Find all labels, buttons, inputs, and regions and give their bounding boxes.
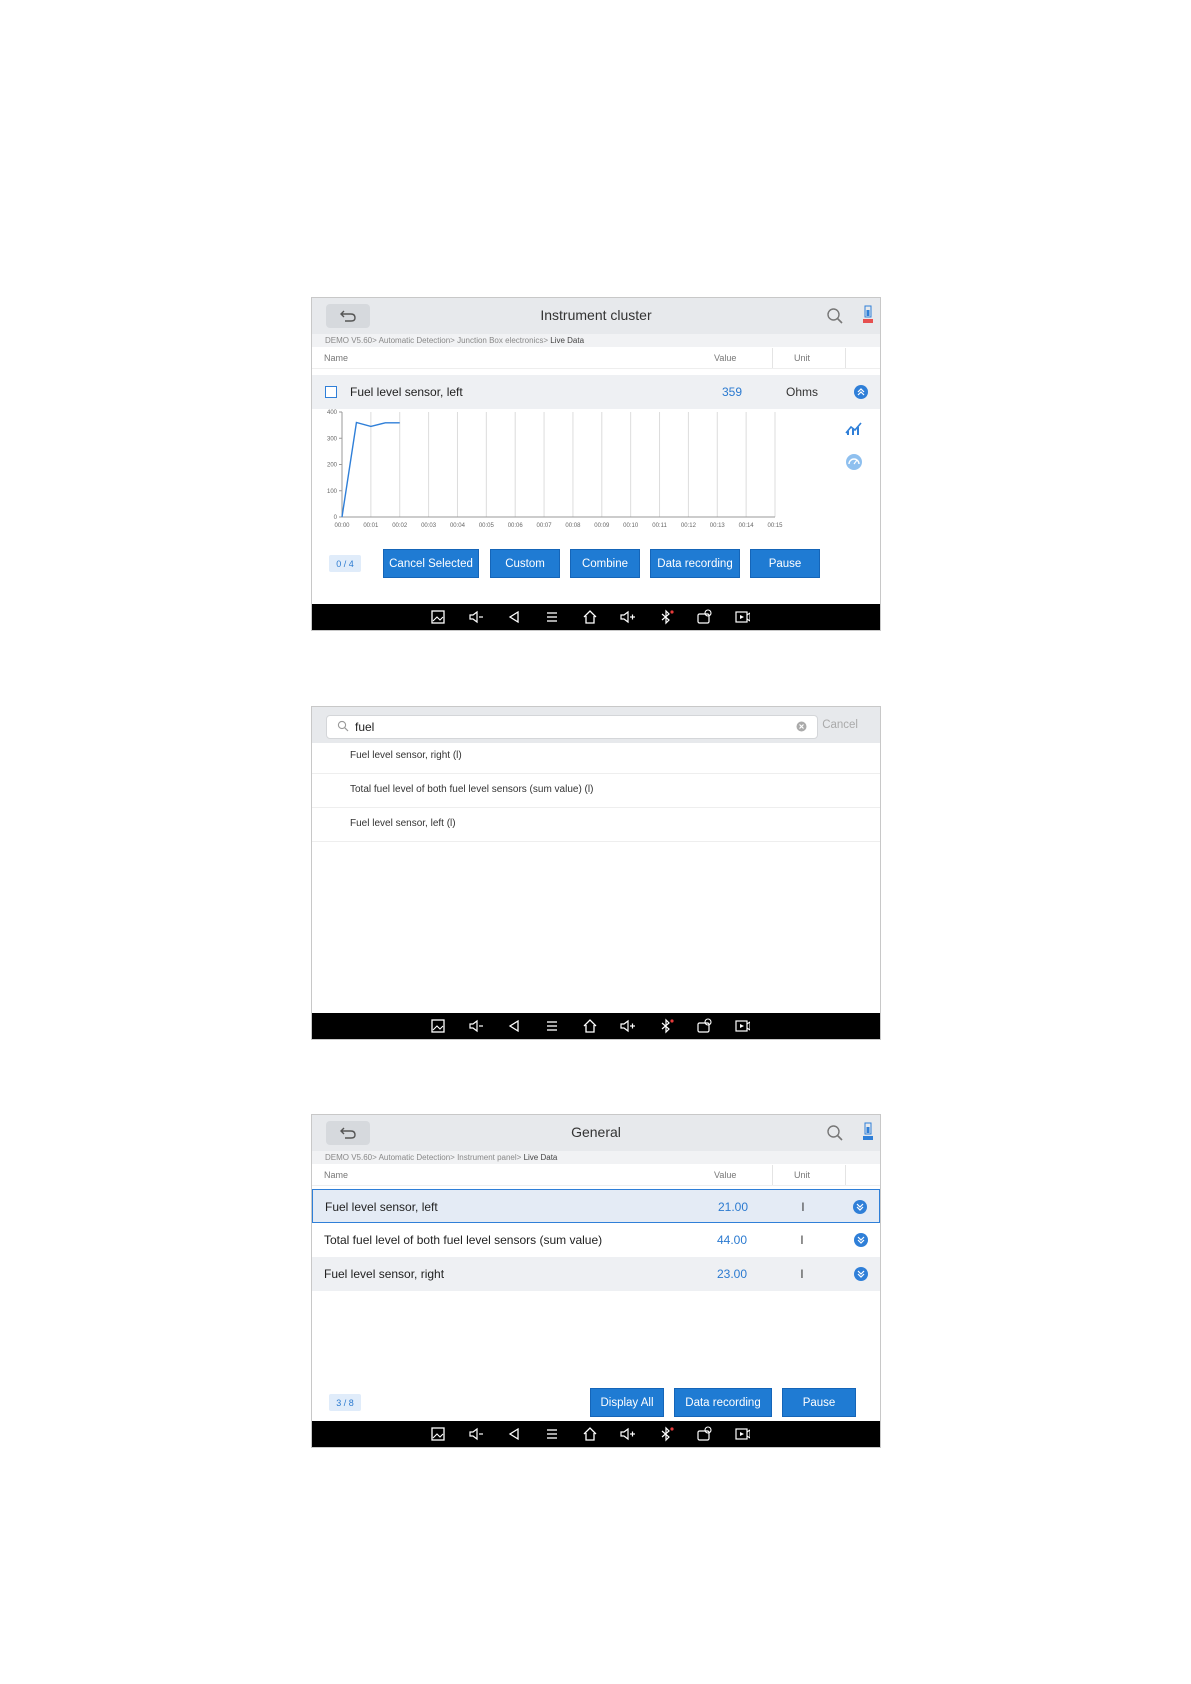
page-title: Instrument cluster bbox=[540, 307, 652, 323]
chevron-down-icon bbox=[856, 1235, 866, 1245]
screenshot-icon[interactable] bbox=[430, 1018, 446, 1034]
back-triangle-icon[interactable] bbox=[506, 1426, 522, 1442]
clear-icon[interactable] bbox=[796, 721, 807, 732]
search-icon[interactable] bbox=[826, 1124, 844, 1142]
column-divider bbox=[845, 348, 846, 368]
header-name: Name bbox=[324, 1170, 349, 1180]
pause-button[interactable]: Pause bbox=[782, 1388, 856, 1417]
column-divider bbox=[772, 348, 773, 368]
search-result-item[interactable] bbox=[312, 773, 880, 808]
row-unit: Ohms bbox=[785, 385, 818, 399]
x-tick-label: 00:03 bbox=[421, 523, 437, 529]
row-value: 44.00 bbox=[716, 1233, 748, 1247]
volume-down-icon[interactable] bbox=[468, 1426, 484, 1442]
y-tick-label: 100 bbox=[326, 488, 337, 495]
system-nav-bar bbox=[312, 1013, 880, 1039]
bluetooth-icon[interactable] bbox=[658, 1018, 674, 1034]
vci-icon[interactable] bbox=[696, 609, 712, 625]
home-icon[interactable] bbox=[582, 609, 598, 625]
search-screen bbox=[311, 706, 881, 1040]
live-data-list-screen bbox=[311, 1114, 881, 1448]
screenshot-icon[interactable] bbox=[430, 609, 446, 625]
chevron-down-icon bbox=[855, 1202, 865, 1212]
x-tick-label: 00:09 bbox=[594, 523, 610, 529]
header-unit: Unit bbox=[794, 1170, 811, 1180]
result-label: Fuel level sensor, right (l) bbox=[350, 750, 462, 761]
partial-row bbox=[324, 541, 844, 547]
header-value: Value bbox=[714, 1170, 737, 1180]
combine-button[interactable]: Combine bbox=[570, 549, 640, 578]
bluetooth-icon[interactable] bbox=[658, 609, 674, 625]
title-bar bbox=[312, 298, 880, 334]
battery-icon bbox=[862, 1122, 874, 1142]
row-name: Fuel level sensor, left bbox=[350, 385, 463, 399]
selection-counter: 0 / 4 bbox=[329, 555, 361, 572]
custom-button[interactable]: Custom bbox=[490, 549, 560, 578]
x-tick-label: 00:00 bbox=[334, 523, 350, 529]
x-tick-label: 00:14 bbox=[738, 523, 754, 529]
volume-down-icon[interactable] bbox=[468, 1018, 484, 1034]
x-tick-label: 00:08 bbox=[565, 523, 581, 529]
x-tick-label: 00:04 bbox=[449, 523, 465, 529]
volume-up-icon[interactable] bbox=[620, 1426, 636, 1442]
row-name: Fuel level sensor, right bbox=[324, 1267, 445, 1281]
expand-button[interactable] bbox=[854, 1233, 868, 1247]
display-all-button[interactable]: Display All bbox=[590, 1388, 664, 1417]
chevron-up-icon bbox=[856, 387, 866, 397]
column-header bbox=[312, 1165, 880, 1186]
x-tick-label: 00:06 bbox=[507, 523, 523, 529]
search-input[interactable] bbox=[326, 715, 818, 739]
y-tick-label: 400 bbox=[326, 410, 337, 416]
x-tick-label: 00:05 bbox=[478, 523, 494, 529]
screen-record-icon[interactable] bbox=[734, 609, 750, 625]
system-nav-bar bbox=[312, 604, 880, 630]
data-recording-button[interactable]: Data recording bbox=[674, 1388, 772, 1417]
search-result-item[interactable] bbox=[312, 807, 880, 842]
data-recording-button[interactable]: Data recording bbox=[650, 549, 740, 578]
search-result-item[interactable] bbox=[312, 739, 880, 774]
table-row[interactable] bbox=[312, 1257, 880, 1291]
row-value: 23.00 bbox=[716, 1267, 748, 1281]
result-label: Fuel level sensor, left (l) bbox=[350, 818, 456, 829]
row-checkbox[interactable] bbox=[325, 386, 337, 398]
header-unit: Unit bbox=[794, 353, 811, 363]
table-row[interactable] bbox=[312, 1189, 880, 1223]
x-tick-label: 00:11 bbox=[652, 523, 667, 529]
row-name: Total fuel level of both fuel level sensors (sum value) bbox=[324, 1233, 603, 1247]
row-value: 21.00 bbox=[717, 1200, 749, 1214]
screen-record-icon[interactable] bbox=[734, 1426, 750, 1442]
expand-button[interactable] bbox=[853, 1200, 867, 1214]
column-header bbox=[312, 348, 880, 369]
header-value: Value bbox=[714, 353, 737, 363]
row-unit: l bbox=[800, 1267, 804, 1281]
graph-icon[interactable] bbox=[844, 420, 864, 436]
home-icon[interactable] bbox=[582, 1426, 598, 1442]
cancel-search-button[interactable]: Cancel bbox=[822, 719, 858, 731]
back-triangle-icon[interactable] bbox=[506, 1018, 522, 1034]
result-label: Total fuel level of both fuel level sensors (sum value) (l) bbox=[350, 784, 594, 795]
nav-icons bbox=[430, 609, 750, 625]
volume-up-icon[interactable] bbox=[620, 1018, 636, 1034]
x-tick-label: 00:13 bbox=[709, 523, 725, 529]
collapse-button[interactable] bbox=[854, 385, 868, 399]
volume-up-icon[interactable] bbox=[620, 609, 636, 625]
battery-icon bbox=[862, 305, 874, 325]
menu-icon[interactable] bbox=[544, 1018, 560, 1034]
screen-record-icon[interactable] bbox=[734, 1018, 750, 1034]
header-name: Name bbox=[324, 353, 349, 363]
y-tick-label: 0 bbox=[333, 515, 337, 521]
x-tick-label: 00:07 bbox=[536, 523, 552, 529]
breadcrumb: DEMO V5.60> Automatic Detection> Instrument panel> Live Data bbox=[312, 1151, 880, 1164]
column-divider bbox=[845, 1165, 846, 1185]
x-tick-label: 00:10 bbox=[623, 523, 639, 529]
column-divider bbox=[772, 1165, 773, 1185]
row-unit: l bbox=[800, 1233, 804, 1247]
selection-counter: 3 / 8 bbox=[329, 1394, 361, 1411]
search-query: fuel bbox=[355, 720, 375, 734]
y-tick-label: 200 bbox=[326, 462, 337, 469]
nav-icons bbox=[430, 1426, 750, 1442]
volume-down-icon[interactable] bbox=[468, 609, 484, 625]
search-icon[interactable] bbox=[826, 307, 844, 325]
nav-icons bbox=[430, 1018, 750, 1034]
bluetooth-icon[interactable] bbox=[658, 1426, 674, 1442]
breadcrumb: DEMO V5.60> Automatic Detection> Junction Box electronics> Live Data bbox=[312, 334, 880, 347]
search-icon bbox=[337, 720, 349, 732]
chevron-down-icon bbox=[856, 1269, 866, 1279]
screenshot-icon[interactable] bbox=[430, 1426, 446, 1442]
expand-button[interactable] bbox=[854, 1267, 868, 1281]
gauge-icon[interactable] bbox=[845, 453, 863, 471]
row-unit: l bbox=[801, 1200, 805, 1214]
x-tick-label: 00:02 bbox=[392, 523, 408, 529]
menu-icon[interactable] bbox=[544, 609, 560, 625]
row-value: 359 bbox=[721, 385, 743, 399]
home-icon[interactable] bbox=[582, 1018, 598, 1034]
live-data-chart bbox=[322, 404, 812, 539]
search-bar bbox=[312, 707, 880, 743]
live-data-graph-screen bbox=[311, 297, 881, 631]
row-name: Fuel level sensor, left bbox=[325, 1200, 438, 1214]
x-tick-label: 00:15 bbox=[767, 523, 783, 529]
vci-icon[interactable] bbox=[696, 1018, 712, 1034]
table-row[interactable] bbox=[312, 1223, 880, 1257]
x-tick-label: 00:12 bbox=[680, 523, 696, 529]
back-triangle-icon[interactable] bbox=[506, 609, 522, 625]
page-title: General bbox=[571, 1124, 621, 1140]
x-tick-label: 00:01 bbox=[363, 523, 379, 529]
cancel-selected-button[interactable]: Cancel Selected bbox=[383, 549, 479, 578]
vci-icon[interactable] bbox=[696, 1426, 712, 1442]
system-nav-bar bbox=[312, 1421, 880, 1447]
title-bar bbox=[312, 1115, 880, 1151]
y-tick-label: 300 bbox=[326, 436, 337, 443]
pause-button[interactable]: Pause bbox=[750, 549, 820, 578]
menu-icon[interactable] bbox=[544, 1426, 560, 1442]
